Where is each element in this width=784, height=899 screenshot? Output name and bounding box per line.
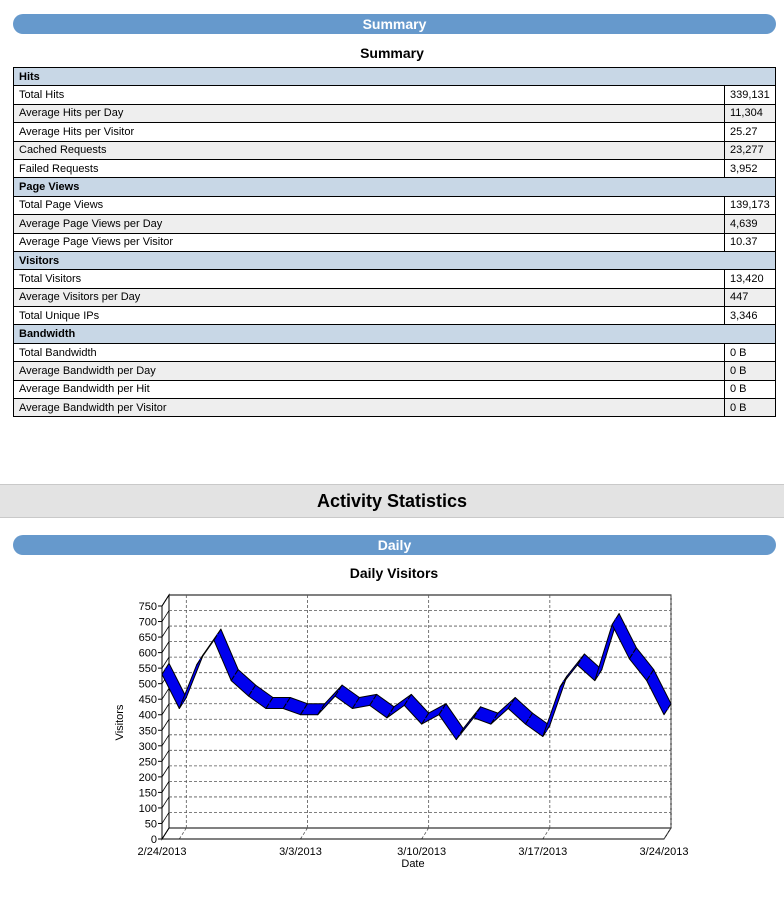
- data-point: [632, 653, 634, 655]
- table-row: [14, 233, 776, 251]
- data-point: [407, 699, 409, 701]
- data-point: [269, 702, 271, 704]
- y-tick-label: 200: [138, 771, 157, 784]
- data-point: [424, 718, 426, 720]
- row-label: Total Page Views: [14, 196, 725, 214]
- row-label: Total Bandwidth: [14, 343, 725, 361]
- table-row: [14, 288, 776, 306]
- row-value: 23,277: [725, 141, 776, 159]
- data-point: [649, 674, 651, 676]
- row-label: Average Hits per Day: [14, 104, 725, 122]
- y-tick-label: 650: [138, 632, 157, 645]
- summary-header-bar: Summary: [13, 14, 776, 34]
- summary-table: [13, 67, 776, 417]
- data-point: [303, 708, 305, 710]
- row-value: 25.27: [725, 123, 776, 141]
- data-point: [217, 634, 219, 636]
- y-tick-label: 150: [138, 787, 157, 800]
- row-label: Total Unique IPs: [14, 307, 725, 325]
- data-point: [598, 674, 600, 676]
- row-value: 10.37: [725, 233, 776, 251]
- data-point: [338, 690, 340, 692]
- row-label: Average Page Views per Visitor: [14, 233, 725, 251]
- data-point: [372, 699, 374, 701]
- y-tick-label: 50: [144, 818, 157, 831]
- row-value: 3,346: [725, 307, 776, 325]
- data-point: [234, 674, 236, 676]
- data-point: [251, 690, 253, 692]
- table-row: [14, 307, 776, 325]
- daily-header-bar: Daily: [13, 535, 776, 555]
- row-label: Average Hits per Visitor: [14, 123, 725, 141]
- y-tick-label: 400: [138, 709, 157, 722]
- row-value: 447: [725, 288, 776, 306]
- chart-title: Daily Visitors: [349, 565, 439, 581]
- row-label: Average Bandwidth per Visitor: [14, 399, 725, 417]
- data-point: [390, 712, 392, 714]
- y-tick-label: 700: [138, 616, 157, 629]
- row-value: 0 B: [725, 362, 776, 380]
- y-tick-label: 250: [138, 756, 157, 769]
- table-row: [14, 159, 776, 177]
- table-row: [14, 399, 776, 417]
- x-tick-label: 3/10/2013: [397, 846, 447, 858]
- row-label: Average Bandwidth per Day: [14, 362, 725, 380]
- y-axis-title: Visitors: [114, 704, 126, 741]
- row-value: 139,173: [725, 196, 776, 214]
- data-point: [476, 712, 478, 714]
- section-row: [14, 68, 776, 86]
- x-tick-label: 2/24/2013: [137, 846, 187, 858]
- table-row: [14, 270, 776, 288]
- y-tick-label: 450: [138, 694, 157, 707]
- row-value: 3,952: [725, 159, 776, 177]
- row-label: Total Hits: [14, 86, 725, 104]
- data-point: [165, 668, 167, 670]
- summary-title: Summary: [360, 45, 424, 61]
- data-point: [667, 708, 669, 710]
- y-tick-label: 100: [138, 802, 157, 815]
- table-row: [14, 215, 776, 233]
- table-row: [14, 104, 776, 122]
- section-title: Page Views: [14, 178, 776, 196]
- row-label: Failed Requests: [14, 159, 725, 177]
- section-row: [14, 325, 776, 343]
- y-tick-label: 550: [138, 663, 157, 676]
- y-tick-label: 750: [138, 601, 157, 613]
- data-point: [355, 702, 357, 704]
- table-row: [14, 343, 776, 361]
- data-point: [546, 730, 548, 732]
- data-point: [442, 708, 444, 710]
- row-label: Average Visitors per Day: [14, 288, 725, 306]
- y-tick-label: 0: [150, 834, 157, 846]
- row-label: Average Bandwidth per Hit: [14, 380, 725, 398]
- data-point: [459, 733, 461, 735]
- activity-statistics-heading: Activity Statistics: [0, 484, 784, 518]
- row-value: 4,639: [725, 215, 776, 233]
- data-point: [528, 718, 530, 720]
- section-row: [14, 178, 776, 196]
- row-label: Average Page Views per Day: [14, 215, 725, 233]
- row-value: 0 B: [725, 343, 776, 361]
- y-tick-label: 350: [138, 725, 157, 738]
- data-point: [563, 681, 565, 683]
- row-value: 11,304: [725, 104, 776, 122]
- data-point: [321, 708, 323, 710]
- section-title: Visitors: [14, 251, 776, 269]
- daily-visitors-chart: [0, 565, 784, 885]
- x-tick-label: 3/24/2013: [639, 846, 689, 858]
- section-title: Bandwidth: [14, 325, 776, 343]
- table-row: [14, 380, 776, 398]
- y-tick-label: 500: [138, 678, 157, 691]
- plot-floor: [162, 828, 671, 839]
- section-row: [14, 251, 776, 269]
- row-value: 0 B: [725, 380, 776, 398]
- data-point: [286, 702, 288, 704]
- x-axis-title: Date: [401, 858, 425, 870]
- table-row: [14, 362, 776, 380]
- section-title: Hits: [14, 68, 776, 86]
- y-tick-label: 300: [138, 740, 157, 753]
- data-point: [494, 718, 496, 720]
- table-row: [14, 196, 776, 214]
- data-point: [182, 702, 184, 704]
- row-value: 13,420: [725, 270, 776, 288]
- table-row: [14, 141, 776, 159]
- table-row: [14, 86, 776, 104]
- row-label: Cached Requests: [14, 141, 725, 159]
- x-tick-label: 3/3/2013: [279, 846, 322, 858]
- data-point: [615, 618, 617, 620]
- x-tick-label: 3/17/2013: [518, 846, 568, 858]
- data-point: [511, 702, 513, 704]
- y-tick-label: 600: [138, 647, 157, 660]
- row-value: 339,131: [725, 86, 776, 104]
- data-point: [580, 659, 582, 661]
- table-row: [14, 123, 776, 141]
- row-label: Total Visitors: [14, 270, 725, 288]
- data-point: [199, 659, 201, 661]
- row-value: 0 B: [725, 399, 776, 417]
